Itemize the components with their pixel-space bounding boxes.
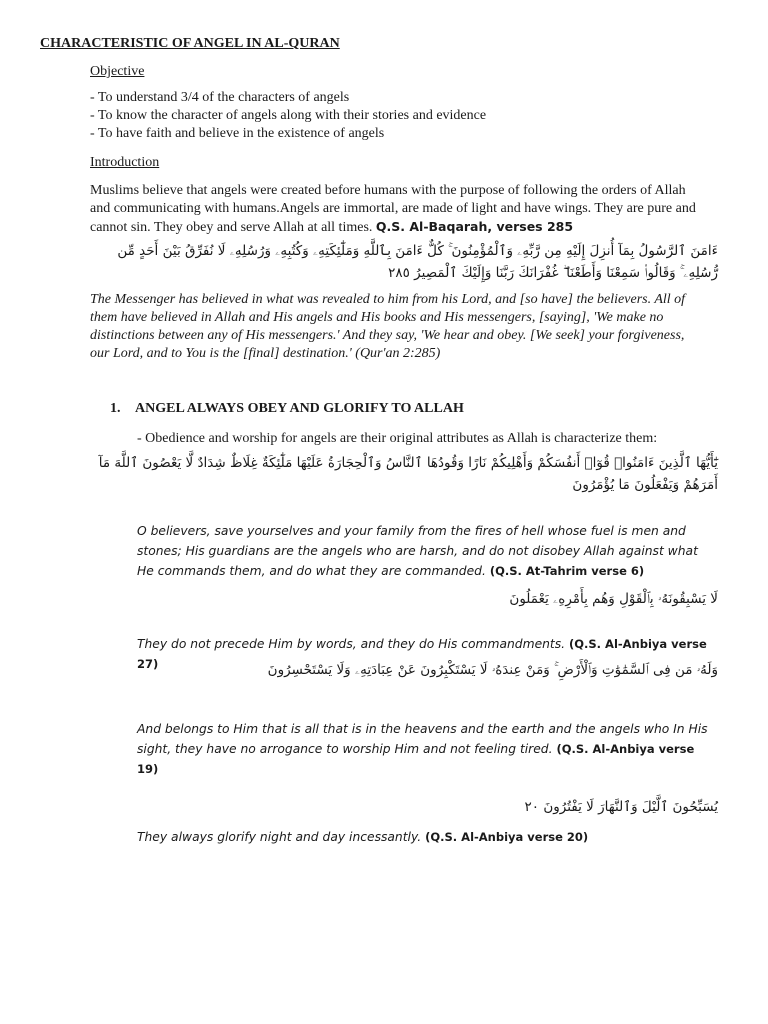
verse-reference: (Q.S. At-Tahrim verse 6) <box>489 564 645 578</box>
translation-tahrim <box>137 521 712 581</box>
section-title: ANGEL ALWAYS OBEY AND GLORIFY TO ALLAH <box>135 401 464 416</box>
translation-text: They always glorify night and day incessantly. <box>137 830 422 844</box>
translation-anbiya-20 <box>137 827 712 847</box>
section-number: 1. <box>110 401 121 416</box>
introduction-reference: Q.S. Al-Baqarah, verses 285 <box>375 219 574 234</box>
verse-reference: (Q.S. Al-Anbiya verse 19) <box>137 742 695 776</box>
translation-text: And belongs to Him that is all that is in the heavens and the earth and the angels who In His sight, they have no arrogance to worship Him and not feeling tired. <box>137 722 708 756</box>
objective-section <box>90 63 705 143</box>
objective-heading: Objective <box>90 64 145 79</box>
document-title: CHARACTERISTIC OF ANGEL IN AL-QURAN <box>40 36 340 51</box>
introduction-paragraph <box>90 182 705 237</box>
arabic-verse-baqarah: ءَامَنَ ٱلرَّسُولُ بِمَآ أُنزِلَ إِلَيْهِ مِن رَّبِّهِۦ وَٱلْمُؤْمِنُونَ ۚ كُلٌّ ءَامَنَ بِٱللَّهِ وَمَلَٰٓئِكَتِهِۦ وَكُتُبِهِۦ وَرُسُلِهِۦ لَا نُفَرِّقُ بَيْنَ أَحَدٍ مِّن رُّسُلِهِۦ ۚ وَقَالُوا۟ سَمِعْنَا وَأَطَعْنَا ۖ غُفْرَانَكَ رَبَّنَا وَإِلَيْكَ ٱلْمَصِيرُ ٢٨٥ <box>117 243 718 281</box>
translation-anbiya-19 <box>137 719 712 779</box>
section-intro: - Obedience and worship for angels are their original attributes as Allah is characterize them: <box>137 431 658 446</box>
section-heading <box>110 401 464 417</box>
objective-item: - To have faith and believe in the existence of angels <box>90 126 385 141</box>
introduction-heading: Introduction <box>90 155 160 170</box>
objective-item: - To know the character of angels along with their stories and evidence <box>90 108 487 123</box>
translation-baqarah: The Messenger has believed in what was revealed to him from his Lord, and [so have] the believers. All of them have believed in Allah and His angels and His books and His messengers, [saying], 'We make no distinctions between any of His messengers.' And they say, 'We hear and obey. [We seek] your forgiveness, our Lord, and to You is the [final] destination.' (Qur'an 2:285) <box>90 292 686 361</box>
arabic-verse-anbiya-19: وَلَهُۥ مَن فِى ٱلسَّمَٰوَٰتِ وَٱلْأَرْضِ ۚ وَمَنْ عِندَهُۥ لَا يَسْتَكْبِرُونَ عَنْ عِبَادَتِهِۦ وَلَا يَسْتَحْسِرُونَ <box>267 662 718 678</box>
arabic-verse-anbiya-27: لَا يَسْبِقُونَهُۥ بِٱلْقَوْلِ وَهُم بِأَمْرِهِۦ يَعْمَلُونَ <box>509 591 718 607</box>
introduction-text: Muslims believe that angels were created before humans with the purpose of following the orders of Allah and communicating with humans.Angels are immortal, are made of light and have wings. They are pure and cannot sin. They obey and serve Allah at all times. <box>90 183 696 235</box>
verse-reference: (Q.S. Al-Anbiya verse 27) <box>137 637 707 671</box>
introduction-section <box>90 154 705 237</box>
translation-text: They do not precede Him by words, and they do His commandments. <box>137 637 566 651</box>
translation-text: O believers, save yourselves and your family from the fires of hell whose fuel is men and stones; His guardians are the angels who are harsh, and do not disobey Allah against what He commands them, and do what they are commanded. <box>137 524 698 578</box>
arabic-verse-tahrim: يَٰٓأَيُّهَا ٱلَّذِينَ ءَامَنُوا۟ قُوٓا۟ أَنفُسَكُمْ وَأَهْلِيكُمْ نَارًا وَقُودُهَا ٱلنَّاسُ وَٱلْحِجَارَةُ عَلَيْهَا مَلَٰٓئِكَةٌ غِلَاظٌ شِدَادٌ لَّا يَعْصُونَ ٱللَّهَ مَآ أَمَرَهُمْ وَيَفْعَلُونَ مَا يُؤْمَرُونَ <box>98 455 718 493</box>
arabic-verse-anbiya-20: يُسَبِّحُونَ ٱلَّيْلَ وَٱلنَّهَارَ لَا يَفْتُرُونَ ٢٠ <box>524 799 718 815</box>
objective-item: - To understand 3/4 of the characters of angels <box>90 90 350 105</box>
verse-reference: (Q.S. Al-Anbiya verse 20) <box>425 830 589 844</box>
